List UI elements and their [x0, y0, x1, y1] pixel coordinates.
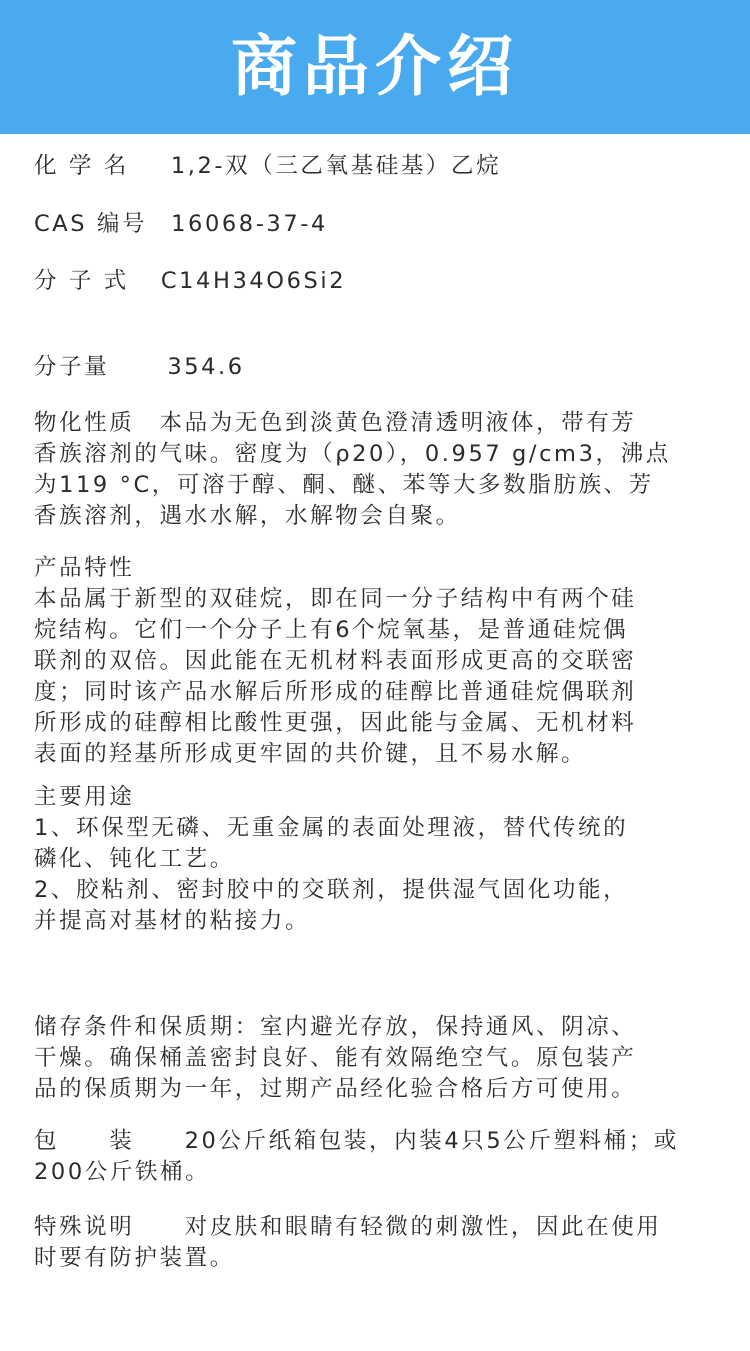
paragraph-line: 特殊说明 对皮肤和眼睛有轻微的刺激性，因此在使用	[34, 1214, 662, 1240]
paragraph-line: 并提高对基材的粘接力。	[34, 908, 311, 934]
paragraph-line: 包 装 20公斤纸箱包装，内装4只5公斤塑料桶；或	[34, 1128, 679, 1154]
storage-section	[34, 1012, 724, 1105]
paragraph-line: 200公斤铁桶。	[34, 1159, 211, 1185]
paragraph-line: 干燥。确保桶盖密封良好、能有效隔绝空气。原包装产	[34, 1045, 637, 1071]
packaging-section	[34, 1126, 724, 1188]
paragraph-line: 香族溶剂，遇水水解，水解物会自聚。	[34, 503, 461, 529]
paragraph-line: 联剂的双倍。因此能在无机材料表面形成更高的交联密	[34, 648, 637, 674]
paragraph-line: 香族溶剂的气味。密度为（ρ20），0.957 g/cm3，沸点	[34, 441, 671, 467]
formula-row	[34, 266, 724, 297]
product-features-section	[34, 553, 724, 770]
molecular-weight-value: 354.6	[167, 354, 245, 380]
paragraph-line: 本品属于新型的双硅烷，即在同一分子结构中有两个硅	[34, 586, 637, 612]
header-banner	[0, 0, 750, 134]
formula-value: C14H34O6Si2	[160, 268, 347, 294]
paragraph-line: 储存条件和保质期：室内避光存放，保持通风、阴凉、	[34, 1014, 637, 1040]
page-title: 商品介绍	[231, 28, 519, 105]
paragraph-line: 品的保质期为一年，过期产品经化验合格后方可使用。	[34, 1076, 637, 1102]
main-uses-section	[34, 782, 724, 937]
special-notes-section	[34, 1212, 724, 1274]
molecular-weight-row	[34, 352, 724, 383]
cas-row	[34, 209, 724, 240]
paragraph-line: 物化性质 本品为无色到淡黄色澄清透明液体，带有芳	[34, 410, 637, 436]
paragraph-line: 烷结构。它们一个分子上有6个烷氧基，是普通硅烷偶	[34, 617, 629, 643]
paragraph-line: 度；同时该产品水解后所形成的硅醇比普通硅烷偶联剂	[34, 679, 637, 705]
chemical-name-row	[34, 151, 724, 182]
section-heading: 主要用途	[34, 784, 135, 810]
physical-properties-section	[34, 408, 724, 532]
paragraph-line: 1、环保型无磷、无重金属的表面处理液，替代传统的	[34, 815, 629, 841]
section-heading: 产品特性	[34, 555, 135, 581]
paragraph-line: 时要有防护装置。	[34, 1245, 235, 1271]
paragraph-line: 2、胶粘剂、密封胶中的交联剂，提供湿气固化功能，	[34, 877, 629, 903]
paragraph-line: 为119 °C，可溶于醇、酮、醚、苯等大多数脂肪族、芳	[34, 472, 654, 498]
paragraph-line: 磷化、钝化工艺。	[34, 846, 235, 872]
formula-label: 分 子 式	[34, 268, 129, 294]
cas-label: CAS 编号	[34, 211, 148, 237]
paragraph-line: 所形成的硅醇相比酸性更强，因此能与金属、无机材料	[34, 710, 637, 736]
chemical-name-value: 1,2-双（三乙氧基硅基）乙烷	[170, 153, 502, 179]
chemical-name-label: 化 学 名	[34, 153, 129, 179]
cas-value: 16068-37-4	[171, 211, 328, 237]
molecular-weight-label: 分子量	[34, 354, 110, 380]
paragraph-line: 表面的羟基所形成更牢固的共价键，且不易水解。	[34, 741, 587, 767]
